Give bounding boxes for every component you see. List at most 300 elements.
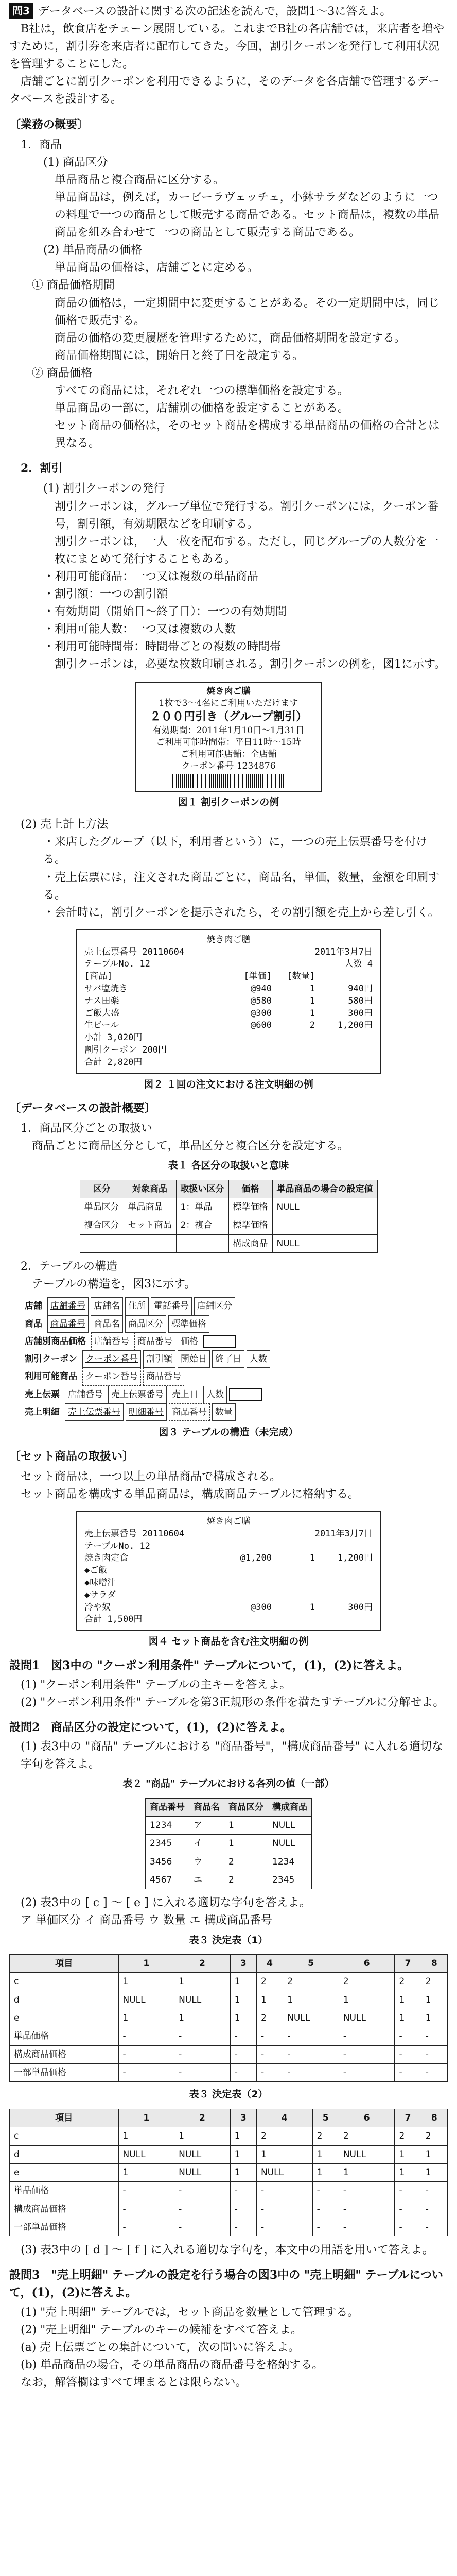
item-price: @580 xyxy=(251,995,272,1006)
table-cell: 1 xyxy=(118,2163,174,2181)
question-intro: データベースの設計に関する次の記述を読んで，設問1～3に答えよ。 xyxy=(38,5,392,18)
table-cell: c xyxy=(10,1973,119,1991)
table-cell: - xyxy=(174,2200,231,2218)
item-price-period xyxy=(32,277,448,364)
q2-line: (2) 表3中の [ c ] ～ [ e ] に入れる適切な字句を答えよ。 xyxy=(21,1896,311,1910)
relation-name: 割引クーポン xyxy=(25,1354,77,1365)
table-row xyxy=(10,2027,448,2045)
table-header: 1 xyxy=(118,2109,174,2127)
table-cell: ウ xyxy=(189,1853,224,1871)
table-header: 4 xyxy=(256,2109,312,2127)
price-line: セット商品の価格は，そのセット商品を構成する単品商品の価格の合計とは異なる。 xyxy=(55,419,440,450)
table-cell: 1 xyxy=(312,2163,339,2181)
table-cell: 1 xyxy=(421,2145,447,2163)
table-cell: - xyxy=(312,2200,339,2218)
table-row xyxy=(10,2145,448,2163)
table-cell: - xyxy=(174,2182,231,2200)
table-cell: 1 xyxy=(256,2145,312,2163)
table-cell: - xyxy=(230,2064,256,2082)
table-header: 3 xyxy=(230,1955,256,1973)
table-cell: 1 xyxy=(256,1991,283,2009)
table-cell: NULL xyxy=(256,2163,312,2181)
attribute: 価格 xyxy=(178,1333,201,1350)
table-cell: 一部単品価格 xyxy=(10,2064,119,2082)
attribute: 明細番号 xyxy=(126,1403,167,1421)
item-price: @940 xyxy=(251,983,272,994)
table-cell: 1 xyxy=(339,2163,395,2181)
table-cell: - xyxy=(312,2182,339,2200)
table-cell xyxy=(272,1216,377,1234)
item-amount: 1,200円 xyxy=(337,1020,373,1031)
table-cell: - xyxy=(256,2218,312,2236)
attribute: 売上日 xyxy=(169,1386,201,1403)
table-cell: 1 xyxy=(230,2127,256,2145)
item-2-line: 割引クーポンは，グループ単位で発行する。割引クーポンには，クーポン番号，割引額，有効期限などを印刷する。 xyxy=(55,500,439,531)
attribute: 住所 xyxy=(125,1297,149,1315)
table-cell: - xyxy=(118,2182,174,2200)
table-cell: 2 xyxy=(339,1973,395,1991)
receipt-date: 2011年3月7日 xyxy=(314,1528,373,1539)
category-table xyxy=(80,1180,378,1253)
intro-paragraph-2: 店舗ごとに割引クーポンを利用できるように，そのデータを各店舗で管理するデータベースを設計する。 xyxy=(9,75,440,106)
answer-blank xyxy=(229,1388,262,1401)
table-cell: NULL xyxy=(272,1198,377,1216)
receipt-total: 合計 2,820円 xyxy=(84,1057,143,1067)
item-1-label: 1．商品 xyxy=(21,138,62,151)
table-1-caption: 表１ 各区分の取扱いと意味 xyxy=(168,1160,289,1172)
table-header: 対象商品 xyxy=(124,1180,176,1198)
table-cell: - xyxy=(339,2182,395,2200)
table-cell: NULL xyxy=(118,2145,174,2163)
receipt-date: 2011年3月7日 xyxy=(314,946,373,957)
table-cell: エ xyxy=(189,1871,224,1889)
price-line: すべての商品には，それぞれ一つの標準価格を設定する。 xyxy=(55,384,349,397)
table-cell: - xyxy=(339,2064,395,2082)
item-2-label: 2．割引 xyxy=(21,462,63,476)
receipt-info xyxy=(84,946,373,959)
relation-name: 売上明細 xyxy=(25,1407,60,1418)
attribute: クーポン番号 xyxy=(82,1350,141,1368)
table-row xyxy=(10,1991,448,2009)
figure-2-caption: 図２ １回の注文における注文明細の例 xyxy=(144,1078,313,1090)
table-cell: - xyxy=(421,2200,447,2218)
item-name: ◆ご飯 xyxy=(84,1565,108,1576)
item-1 xyxy=(21,137,448,277)
item-2-line: ・利用可能人数：一つ又は複数の人数 xyxy=(43,623,236,636)
item-1-line: (1) 商品区分 xyxy=(43,156,109,169)
attribute: 商品番号 xyxy=(143,1368,184,1385)
receipt-people: 人数 4 xyxy=(344,959,373,970)
table-row xyxy=(10,2064,448,2082)
receipt-store: 焼き肉ご膳 xyxy=(206,934,251,945)
table-row xyxy=(80,1216,377,1234)
question-badge: 問3 xyxy=(9,3,33,19)
relation-name: 利用可能商品 xyxy=(25,1371,77,1382)
attribute: 店舗番号 xyxy=(65,1386,106,1403)
q2-note: (3) 表3中の [ d ] ～ [ f ] に入れる適切な字句を，本文中の用語を用いて答えよ。 xyxy=(21,2244,434,2257)
table-header: 8 xyxy=(421,1955,447,1973)
table-cell: 1 xyxy=(339,1991,395,2009)
table-cell: 1 xyxy=(118,2127,174,2145)
table-cell: 1 xyxy=(174,1973,231,1991)
table-cell: 単品区分 xyxy=(80,1198,124,1216)
table-cell: NULL xyxy=(272,1234,377,1252)
receipt-info xyxy=(84,958,373,971)
attribute: 終了日 xyxy=(212,1350,244,1368)
item-price: @1,200 xyxy=(240,1553,272,1564)
table-row xyxy=(10,2200,448,2218)
receipt-row xyxy=(84,1008,373,1020)
attribute: 開始日 xyxy=(178,1350,210,1368)
table-row xyxy=(10,1973,448,1991)
coupon-line: ご利用可能時間帯：平日11時～15時 xyxy=(156,737,301,748)
table-cell xyxy=(80,1234,124,1252)
table-cell: e xyxy=(10,2163,119,2181)
table-cell: - xyxy=(395,2027,421,2045)
receipt-table: テーブルNo. 12 xyxy=(84,1540,150,1551)
table-header: 商品番号 xyxy=(146,1798,189,1816)
table-cell: 1 xyxy=(230,2145,256,2163)
q3-line: (2) "売上明細" テーブルのキーの候補をすべて答えよ。 xyxy=(21,2323,302,2336)
item-price: @300 xyxy=(251,1008,272,1019)
relation-product xyxy=(25,1315,448,1333)
table-cell: d xyxy=(10,2145,119,2163)
table-row xyxy=(146,1871,312,1889)
receipt-row xyxy=(84,1602,373,1614)
receipt-row xyxy=(84,983,373,995)
table-cell: - xyxy=(312,2218,339,2236)
table-cell: - xyxy=(395,2064,421,2082)
table-cell: - xyxy=(174,2027,231,2045)
table-cell: 構成商品 xyxy=(228,1234,272,1252)
attribute: 店舗番号 xyxy=(91,1333,132,1350)
usage-line: ・来店したグループ（以下，利用者という）に，一つの売上伝票番号を付ける。 xyxy=(43,836,428,867)
table-cell: 2 xyxy=(224,1853,268,1871)
table-cell: 単品価格 xyxy=(10,2027,119,2045)
item-price: @600 xyxy=(251,1020,272,1031)
table-cell: 2 xyxy=(256,1973,283,1991)
receipt-col-qty: [数量] xyxy=(287,971,315,982)
attribute: 商品番号 xyxy=(134,1333,175,1350)
table-2-caption: 表２ "商品" テーブルにおける各列の値（一部） xyxy=(122,1778,335,1790)
receipt-total: 合計 1,500円 xyxy=(84,1614,143,1625)
table-cell: - xyxy=(174,2218,231,2236)
item-amount: 1,200円 xyxy=(337,1553,373,1564)
receipt-header xyxy=(84,971,373,983)
usage-section xyxy=(21,816,448,922)
attribute: 人数 xyxy=(203,1386,227,1403)
q2-choices: ア 単価区分 イ 商品番号 ウ 数量 エ 構成商品番号 xyxy=(21,1914,272,1927)
relation-usable-product xyxy=(25,1368,448,1385)
answer-blank xyxy=(203,1335,236,1348)
table-row xyxy=(10,2127,448,2145)
table-cell: NULL xyxy=(283,2009,339,2027)
item-qty: 1 xyxy=(309,1602,315,1613)
table-cell: e xyxy=(10,2009,119,2027)
price-period-line: 商品の価格は，一定期間中に変更することがある。その一定期間中は，同じ価格で販売する。 xyxy=(55,296,440,327)
table-cell: 1234 xyxy=(268,1853,312,1871)
price-label: ② 商品価格 xyxy=(32,366,92,380)
coupon-number: クーポン番号 1234876 xyxy=(181,760,276,771)
item-2 xyxy=(21,460,448,673)
attribute: 売上伝票番号 xyxy=(108,1386,167,1403)
tables-heading: 2．テーブルの構造 xyxy=(21,1260,118,1274)
item-price xyxy=(32,365,448,452)
table-cell: 2 xyxy=(395,2127,421,2145)
relation-sales-slip xyxy=(25,1386,448,1403)
table-cell: NULL xyxy=(339,2145,395,2163)
receipt-store: 焼き肉ご膳 xyxy=(206,1516,251,1527)
item-2-line: ・有効期間（開始日～終了日）：一つの有効期間 xyxy=(43,605,287,619)
table-cell: NULL xyxy=(268,1835,312,1853)
attribute: 標準価格 xyxy=(168,1315,209,1333)
table-cell: 1 xyxy=(283,1991,339,2009)
table-header: 2 xyxy=(174,1955,231,1973)
item-name: ◆サラダ xyxy=(84,1589,116,1600)
receipt-subtotal: 小計 3,020円 xyxy=(84,1032,143,1043)
table-cell: - xyxy=(256,2182,312,2200)
attribute: 割引額 xyxy=(143,1350,175,1368)
item-1-line: 単品商品は，例えば，カービーラヴェッチェ，小鉢サラダなどのように一つの料理で一つの商品として販売する商品である。セット商品は，複数の単品商品を組み合わせて一つの商品として販売する商品である。 xyxy=(55,191,440,240)
item-1-line: 単品商品の価格は，店舗ごとに定める。 xyxy=(55,261,259,275)
table-cell: 1 xyxy=(230,2009,256,2027)
table-cell: - xyxy=(421,2027,447,2045)
table-header: 7 xyxy=(395,2109,421,2127)
table-header: 4 xyxy=(256,1955,283,1973)
table-cell: 2 xyxy=(312,2127,339,2145)
table-header: 5 xyxy=(283,1955,339,1973)
table-cell: - xyxy=(230,2200,256,2218)
price-period-label: ① 商品価格期間 xyxy=(32,279,115,292)
table-cell: 2 xyxy=(339,2127,395,2145)
db-line: 1．商品区分ごとの取扱い xyxy=(21,1122,152,1136)
table-cell: NULL xyxy=(174,1991,231,2009)
table-cell: 1 xyxy=(230,1991,256,2009)
table-cell: 3456 xyxy=(146,1853,189,1871)
table-cell xyxy=(124,1234,176,1252)
table-cell: - xyxy=(395,2182,421,2200)
table-header: 6 xyxy=(339,1955,395,1973)
table-row xyxy=(146,1835,312,1853)
item-amount: 940円 xyxy=(348,983,373,994)
item-qty: 1 xyxy=(309,995,315,1006)
item-name: 冷や奴 xyxy=(84,1602,111,1613)
q3-line: なお，解答欄はすべて埋まるとは限らない。 xyxy=(21,2376,247,2389)
table-header: 項目 xyxy=(10,1955,119,1973)
table-cell xyxy=(176,1234,228,1252)
table-cell: - xyxy=(339,2045,395,2063)
item-name: サバ塩焼き xyxy=(84,983,128,994)
table-cell: 2 xyxy=(224,1871,268,1889)
table-header: 区分 xyxy=(80,1180,124,1198)
product-values-table xyxy=(145,1798,312,1890)
relation-sales-detail xyxy=(25,1403,448,1421)
table-cell: - xyxy=(118,2027,174,2045)
table-cell: - xyxy=(256,2064,283,2082)
attribute: 人数 xyxy=(247,1350,270,1368)
item-1-line: 単品商品と複合商品に区分する。 xyxy=(55,173,225,187)
table-cell: 1 xyxy=(174,2127,231,2145)
table-cell: 2345 xyxy=(146,1835,189,1853)
item-name: 焼き肉定食 xyxy=(84,1553,128,1564)
table-cell: - xyxy=(256,2045,283,2063)
item-2-line: 割引クーポンは，必要な枚数印刷される。割引クーポンの例を，図1に示す。 xyxy=(55,658,446,671)
table-cell: 2345 xyxy=(268,1871,312,1889)
table-cell: - xyxy=(118,2064,174,2082)
table-cell: 1 xyxy=(395,2145,421,2163)
relation-name: 商品 xyxy=(25,1318,42,1329)
table-row xyxy=(10,2045,448,2063)
item-amount: 300円 xyxy=(348,1008,373,1019)
item-name: 生ビール xyxy=(84,1020,119,1031)
table-cell: 2 xyxy=(283,1973,339,1991)
table-cell: - xyxy=(283,2064,339,2082)
table-cell: 1 xyxy=(421,2009,447,2027)
table-header-row xyxy=(80,1180,377,1198)
q2-line: (1) 表3中の "商品" テーブルにおける "商品番号"，"構成商品番号" に入れる適切な字句を答えよ。 xyxy=(21,1740,443,1771)
table-cell: - xyxy=(230,2218,256,2236)
db-line: 商品ごとに商品区分として，単品区分と複合区分を設定する。 xyxy=(32,1140,349,1153)
table-cell: - xyxy=(421,2064,447,2082)
receipt-row xyxy=(84,1565,373,1577)
table-row xyxy=(80,1234,377,1252)
table-header: 5 xyxy=(312,2109,339,2127)
table-cell: - xyxy=(283,2027,339,2045)
table-row xyxy=(10,2182,448,2200)
table-header: 2 xyxy=(174,2109,231,2127)
table-cell: 1 xyxy=(118,1973,174,1991)
receipt-info xyxy=(84,1528,373,1540)
set-line: セット商品を構成する単品商品は，構成商品テーブルに格納する。 xyxy=(21,1487,360,1501)
table-cell: - xyxy=(395,2045,421,2063)
item-1-line: (2) 単品商品の価格 xyxy=(43,244,143,257)
table-cell: - xyxy=(395,2218,421,2236)
attribute: 店舗名 xyxy=(91,1297,123,1315)
item-qty: 1 xyxy=(309,983,315,994)
table-cell: 1 xyxy=(224,1835,268,1853)
receipt-row xyxy=(84,1577,373,1589)
section-set-products: 〔セット商品の取扱い〕 xyxy=(9,1449,134,1463)
table-cell: - xyxy=(421,2045,447,2063)
table-row xyxy=(146,1817,312,1835)
usage-line: ・売上伝票には，注文された商品ごとに，商品名，単価，数量，金額を印刷する。 xyxy=(43,871,440,902)
set-line: セット商品は，一つ以上の単品商品で構成される。 xyxy=(21,1470,282,1483)
receipt-slip: 売上伝票番号 20110604 xyxy=(84,946,185,957)
attribute: クーポン番号 xyxy=(82,1368,141,1385)
table-cell: - xyxy=(118,2218,174,2236)
table-cell: 2 xyxy=(421,1973,447,1991)
table-cell: ア xyxy=(189,1817,224,1835)
coupon-title: 焼き肉ご膳 xyxy=(206,686,251,697)
item-2-line: 割引クーポンは，一人一枚を配布する。ただし，同じグループの人数分を一枚にまとめて発行することもある。 xyxy=(55,535,439,566)
receipt-example xyxy=(76,929,381,1074)
attribute: 商品番号 xyxy=(47,1315,89,1333)
table-cell: 1：単品 xyxy=(176,1198,228,1216)
table-header: 価格 xyxy=(228,1180,272,1198)
table-header-row xyxy=(146,1798,312,1816)
question-3: 設問3 "売上明細" テーブルの設定を行う場合の図3中の "売上明細" テーブルについて，(1)，(2)に答えよ。 xyxy=(9,2268,444,2300)
item-name: ◆味噌汁 xyxy=(84,1578,116,1588)
attribute: 店舗番号 xyxy=(47,1297,89,1315)
table-cell: 2：複合 xyxy=(176,1216,228,1234)
usage-line: ・会計時に，割引クーポンを提示されたら，その割引額を売上から差し引く。 xyxy=(43,906,440,919)
table-cell: 1 xyxy=(421,1991,447,2009)
coupon-line: 有効期間：2011年1月10日～1月31日 xyxy=(152,725,305,736)
receipt-row xyxy=(84,1020,373,1032)
table-cell: 構成商品価格 xyxy=(10,2200,119,2218)
table-header: 6 xyxy=(339,2109,395,2127)
table-header: 1 xyxy=(118,1955,174,1973)
table-row xyxy=(10,2009,448,2027)
figure-4-caption: 図４ セット商品を含む注文明細の例 xyxy=(148,1636,309,1648)
table-cell: - xyxy=(256,2027,283,2045)
attribute: 商品名 xyxy=(91,1315,123,1333)
table-cell: 2 xyxy=(256,2009,283,2027)
table-cell: c xyxy=(10,2127,119,2145)
receipt-row xyxy=(84,1552,373,1565)
table-cell: - xyxy=(339,2027,395,2045)
table-cell: 4567 xyxy=(146,1871,189,1889)
item-2-line: (1) 割引クーポンの発行 xyxy=(43,482,165,496)
table-cell: イ xyxy=(189,1835,224,1853)
price-line: 単品商品の一部に，店舗別の価格を設定することがある。 xyxy=(55,402,349,415)
receipt-coupon: 割引クーポン 200円 xyxy=(84,1044,167,1055)
receipt-col-amount xyxy=(315,971,373,983)
coupon-example xyxy=(135,682,322,791)
table-cell: NULL xyxy=(174,2145,231,2163)
table-header: 単品商品の場合の設定値 xyxy=(272,1180,377,1198)
decision-table-1 xyxy=(9,1954,448,2082)
receipt-col-name: [商品] xyxy=(84,971,113,982)
question-1: 設問1 図3中の "クーポン利用条件" テーブルについて，(1)，(2)に答えよ。 xyxy=(9,1658,409,1672)
table-cell: 1234 xyxy=(146,1817,189,1835)
table-cell: - xyxy=(118,2200,174,2218)
decision-table-2 xyxy=(9,2109,448,2236)
item-qty: 2 xyxy=(309,1020,315,1031)
relation-coupon xyxy=(25,1350,448,1368)
table-cell: - xyxy=(283,2045,339,2063)
table-row xyxy=(10,2218,448,2236)
table-cell: 一部単品価格 xyxy=(10,2218,119,2236)
figure-3-caption: 図３ テーブルの構造（未完成） xyxy=(159,1427,298,1438)
coupon-discount: ２００円引き（グループ割引） xyxy=(149,710,308,724)
table-cell: 1 xyxy=(230,1973,256,1991)
table-cell: 2 xyxy=(395,1973,421,1991)
table-cell: - xyxy=(230,2027,256,2045)
attribute: 商品番号 xyxy=(169,1403,210,1421)
table-cell: 単品価格 xyxy=(10,2182,119,2200)
item-2-line: ・割引額：一つの割引額 xyxy=(43,588,168,601)
q1-line: (2) "クーポン利用条件" テーブルを第3正規形の条件を満たすテーブルに分解せよ。 xyxy=(21,1696,445,1709)
table-cell: - xyxy=(339,2200,395,2218)
table-cell: - xyxy=(421,2182,447,2200)
table-header: 構成商品 xyxy=(268,1798,312,1816)
table-cell: - xyxy=(230,2045,256,2063)
table-cell: 1 xyxy=(118,2009,174,2027)
table-4-caption: 表３ 決定表（2） xyxy=(189,2089,268,2100)
relation-store xyxy=(25,1297,448,1315)
receipt-slip: 売上伝票番号 20110604 xyxy=(84,1528,185,1539)
table-cell: - xyxy=(174,2045,231,2063)
coupon-line: 1枚で3～4名にご利用いただけます xyxy=(159,698,298,709)
item-amount: 580円 xyxy=(348,995,373,1006)
attribute: 電話番号 xyxy=(151,1297,192,1315)
table-cell: - xyxy=(230,2182,256,2200)
table-cell: NULL xyxy=(339,2009,395,2027)
table-cell: 構成商品価格 xyxy=(10,2045,119,2063)
table-header: 3 xyxy=(230,2109,256,2127)
item-qty: 1 xyxy=(309,1553,315,1564)
